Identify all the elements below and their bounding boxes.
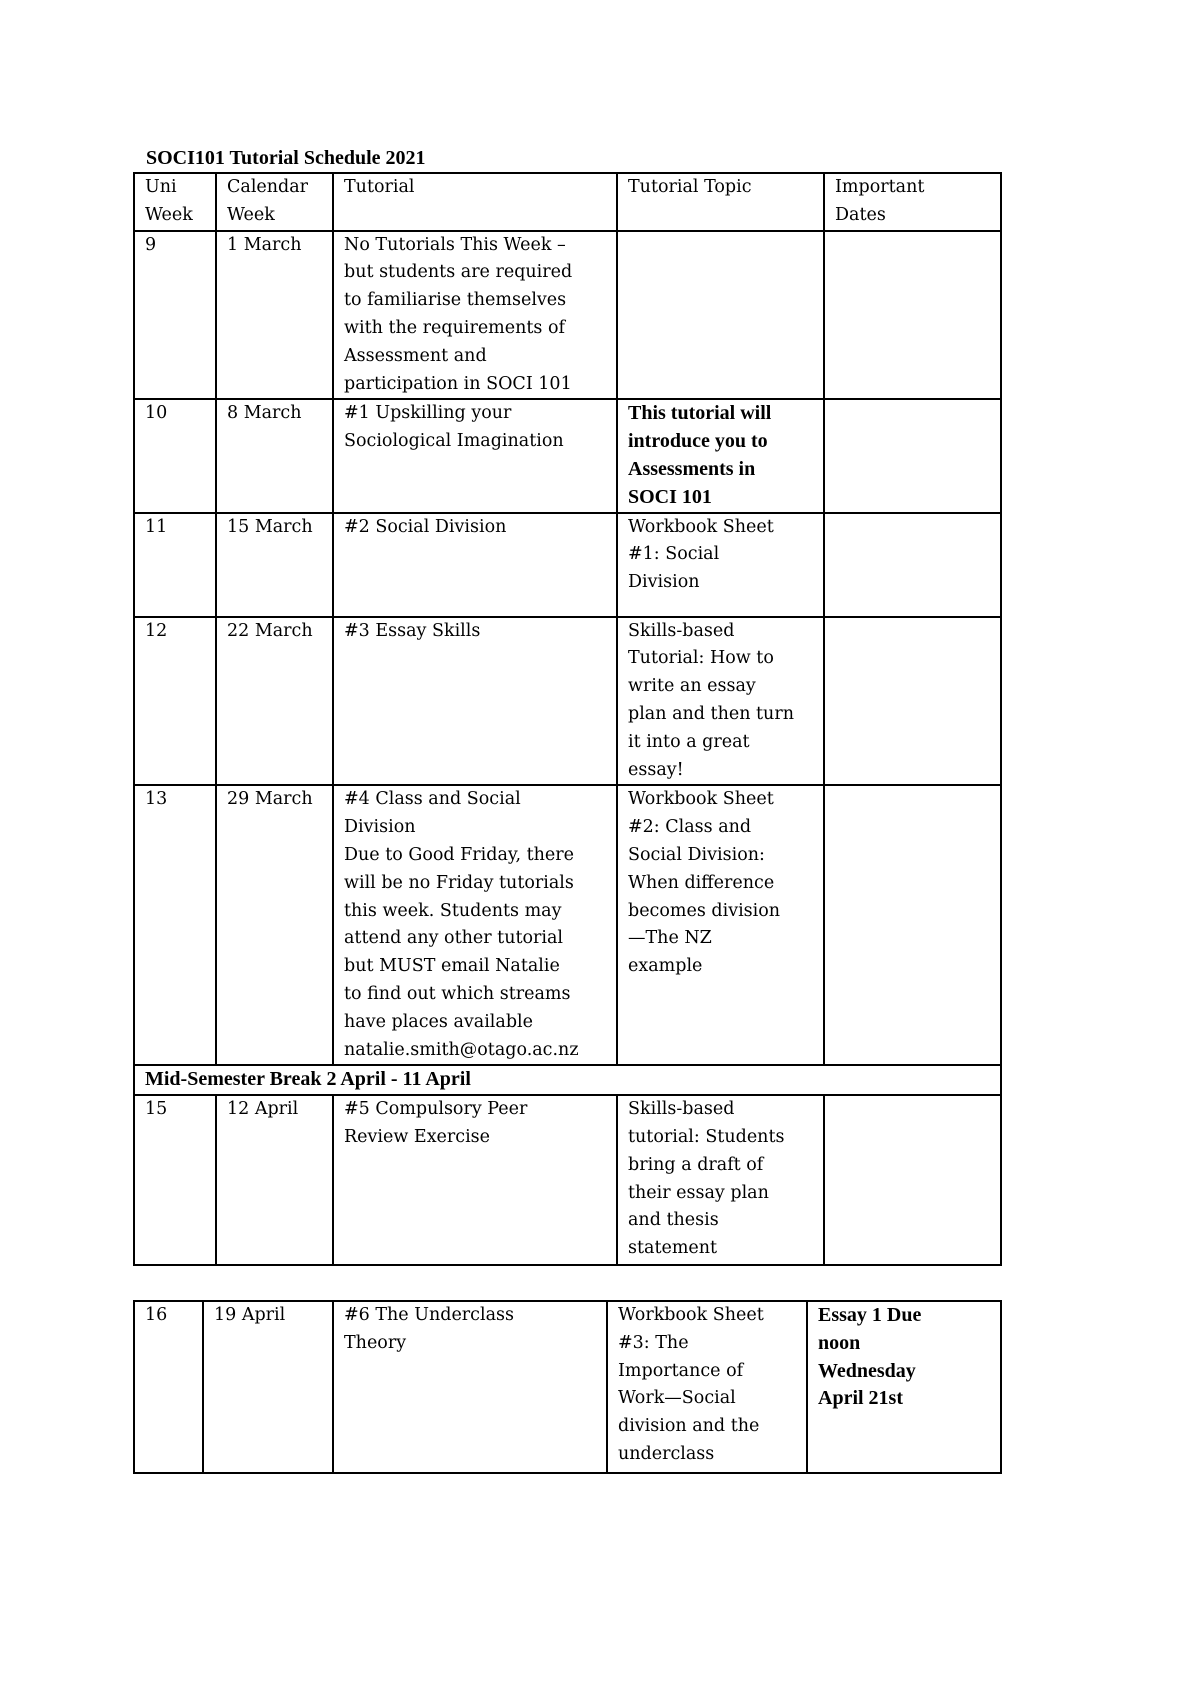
table-row [134,617,1001,786]
table-row [134,399,1001,512]
cell-line: #5 Compulsory Peer [344,1099,528,1120]
cell-line: Work—Social [618,1388,736,1409]
table-row [134,231,1001,400]
cell-line: and thesis [628,1210,719,1231]
uni-week-cell: 12 [134,617,216,786]
uni-week-cell: 11 [134,513,216,617]
important-dates-cell [824,617,1001,786]
cell-line: bring a draft of [628,1154,764,1175]
tutorial-topic-cell [617,785,824,1065]
header-row [134,173,1001,231]
cell-line: it into a great [628,731,750,752]
calendar-week-cell: 22 March [216,617,333,786]
header-uni-week [134,173,216,231]
cell-line: participation in SOCI 101 [344,373,572,394]
cell-line: but MUST email Natalie [344,956,560,977]
calendar-week-cell: 1 March [216,231,333,400]
cell-line: Division [344,817,416,838]
cell-line: Important [835,177,925,197]
uni-week-cell: 10 [134,399,216,512]
cell-line: SOCI 101 [628,485,712,508]
tutorial-cell [333,231,617,400]
header-important-dates [824,173,1001,231]
uni-week-cell: 15 [134,1095,216,1265]
tutorial-topic-cell [617,231,824,400]
cell-line: Assessments in [628,457,756,480]
cell-line: Division [628,572,700,593]
cell-line: attend any other tutorial [344,928,564,949]
cell-line: Week [145,204,193,225]
cell-line: Tutorial Topic [628,177,752,197]
cell-line: —The NZ [628,928,712,949]
cell-line: Workbook Sheet [628,789,774,810]
cell-line: #1: Social [628,544,720,565]
tutorial-topic-cell [617,513,824,617]
schedule-body [134,173,1001,1265]
tutorial-cell [333,785,617,1065]
cell-line: Dates [835,204,886,225]
calendar-week-cell: 15 March [216,513,333,617]
table-row [134,1095,1001,1265]
tutorial-cell [333,513,617,617]
cell-line: have places available [344,1011,533,1032]
cell-line: statement [628,1238,718,1259]
cell-line: Social Division: [628,844,765,865]
cell-line: Skills-based [628,1099,735,1120]
cell-line: Sociological Imagination [344,431,564,452]
cell-line: Due to Good Friday, there [344,844,574,865]
cell-line: No Tutorials This Week – [344,234,566,255]
cell-line: noon [818,1331,861,1354]
table-row [134,513,1001,617]
uni-week-cell: 9 [134,231,216,400]
uni-week-cell: 13 [134,785,216,1065]
cell-line: When difference [628,872,775,893]
important-dates-cell [824,1095,1001,1265]
cell-line: to familiarise themselves [344,290,567,311]
header-tutorial [333,173,617,231]
cell-line: Tutorial: How to [628,648,774,669]
cell-line: #6 The Underclass [344,1305,514,1325]
important-dates-cell [807,1301,1001,1473]
cell-line: #3 Essay Skills [344,620,481,641]
header-tutorial-topic [617,173,824,231]
tutorial-cell [333,399,617,512]
cell-line: This tutorial will [628,402,772,425]
cell-line: Review Exercise [344,1126,491,1147]
cell-line: Skills-based [628,620,735,641]
calendar-week-cell: 8 March [216,399,333,512]
important-dates-cell [824,231,1001,400]
cell-line: becomes division [628,900,781,921]
cell-line: Tutorial [344,177,415,197]
calendar-week-cell: 12 April [216,1095,333,1265]
cell-line: to find out which streams [344,983,571,1004]
page-title: SOCI101 Tutorial Schedule 2021 [146,147,426,169]
cell-line: essay! [628,759,684,780]
mid-semester-break-cell: Mid-Semester Break 2 April - 11 April [134,1065,1001,1095]
cell-line: with the requirements of [344,317,565,338]
cell-line: Importance of [618,1360,744,1381]
cell-line: Uni [145,177,177,197]
cell-line: April 21st [818,1387,903,1410]
cell-line: Workbook Sheet [618,1305,764,1325]
break-row [134,1065,1001,1095]
cell-line: Essay 1 Due [818,1304,922,1326]
cell-line: underclass [618,1443,715,1464]
tutorial-topic-cell [617,399,824,512]
important-dates-cell [824,785,1001,1065]
tutorial-topic-cell [617,617,824,786]
cell-line: introduce you to [628,430,768,453]
cell-line: division and the [618,1416,760,1437]
cell-line: Week [227,204,275,225]
tutorial-topic-cell [617,1095,824,1265]
cell-line: their essay plan [628,1182,769,1203]
cell-line: Assessment and [344,345,487,366]
cell-line: plan and then turn [628,703,794,724]
cell-line: write an essay [628,676,756,697]
schedule-table [133,172,1002,1266]
cell-line: #3: The [618,1332,689,1353]
tutorial-cell [333,1301,607,1473]
table-row [134,785,1001,1065]
tutorial-topic-cell [607,1301,807,1473]
cell-line: this week. Students may [344,900,562,921]
cell-line: Wednesday [818,1359,916,1382]
schedule-table-continued [133,1300,1002,1474]
cell-line: #4 Class and Social [344,789,521,810]
cell-line: Calendar [227,177,309,197]
calendar-week-cell: 19 April [203,1301,333,1473]
table-row [134,1301,1001,1473]
cell-line: Workbook Sheet [628,516,774,537]
uni-week-cell: 16 [134,1301,203,1473]
important-dates-cell [824,399,1001,512]
cell-line: #2 Social Division [344,516,507,537]
cell-line: natalie.smith@otago.ac.nz [344,1039,579,1060]
cell-line: will be no Friday tutorials [344,872,574,893]
cell-line: but students are required [344,262,573,283]
cell-line: example [628,956,703,977]
tutorial-cell [333,1095,617,1265]
cell-line: Theory [344,1332,407,1353]
header-calendar-week [216,173,333,231]
tutorial-cell [333,617,617,786]
cell-line: tutorial: Students [628,1126,785,1147]
cell-line: #1 Upskilling your [344,403,512,424]
important-dates-cell [824,513,1001,617]
calendar-week-cell: 29 March [216,785,333,1065]
cell-line: #2: Class and [628,817,752,838]
